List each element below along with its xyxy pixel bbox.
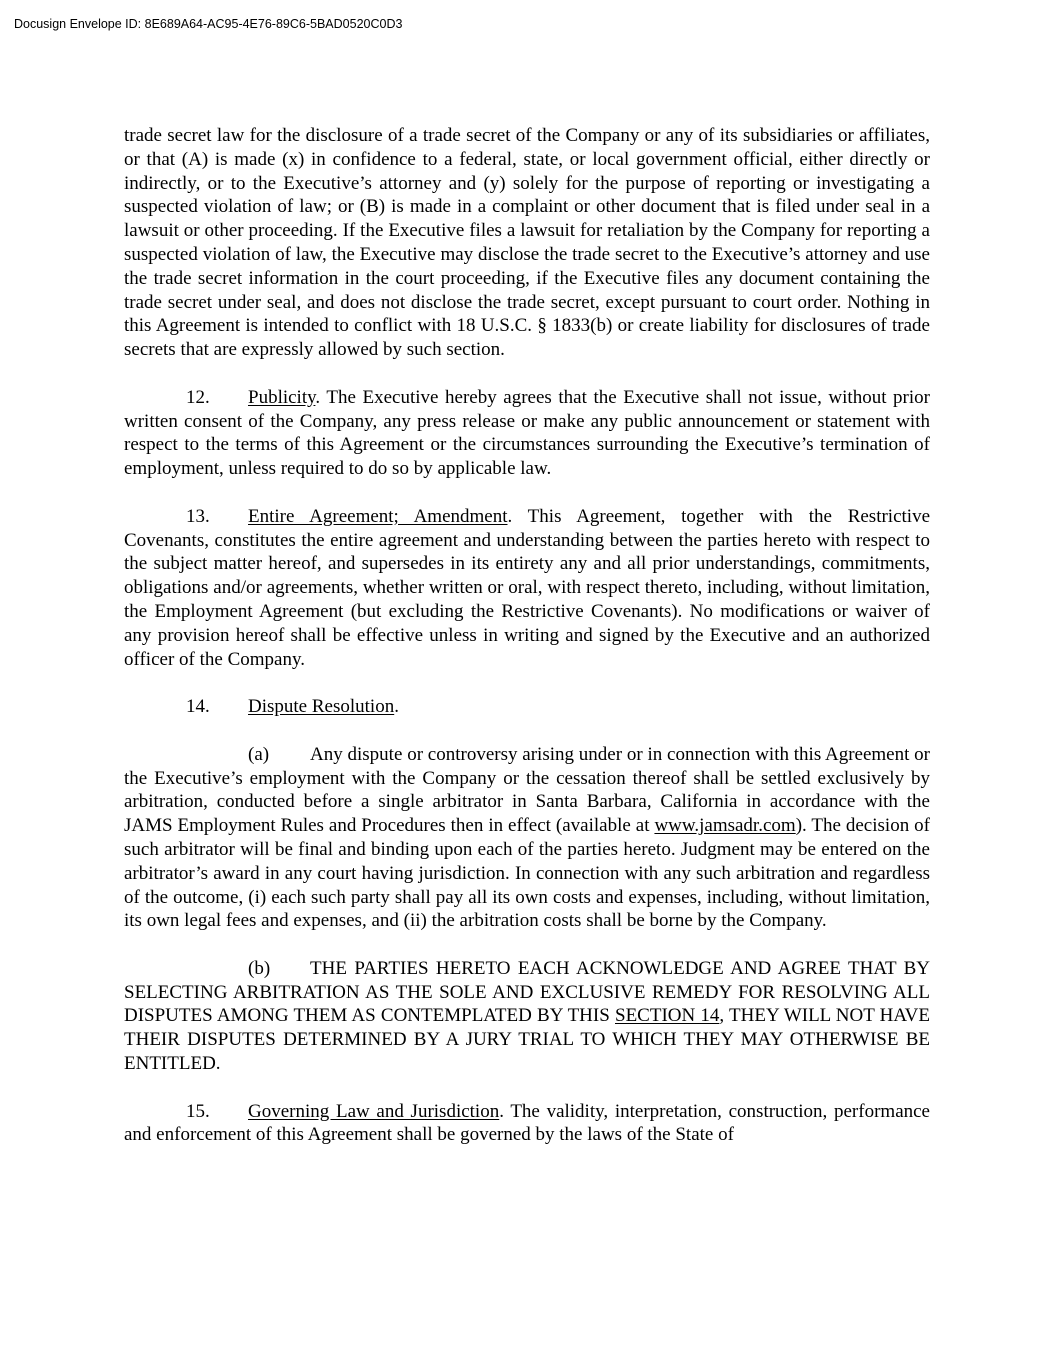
section-heading: Publicity <box>248 386 316 408</box>
document-page <box>124 124 930 1147</box>
section-heading-end: . <box>394 696 399 718</box>
subsection-label: (b) <box>248 957 271 979</box>
jamsadr-link[interactable]: www.jamsadr.com <box>654 815 796 837</box>
section-14-reference: SECTION 14 <box>615 1005 720 1027</box>
section-number: 12. <box>186 386 210 408</box>
subsection-text: THE PARTIES HERETO EACH ACKNOWLEDGE AND AGREE THAT BY SELECTING ARBITRATION AS THE SOLE AND EXCLUSIVE REMEDY FOR RESOLVING ALL DISPUTES AMONG THEM AS CONTEMPLATED BY THIS <box>124 957 930 1027</box>
section-14b-jury-waiver <box>124 957 930 1076</box>
section-14a-arbitration <box>124 743 930 933</box>
section-body: . The validity, interpretation, construction, performance and enforcement of this Agreement shall be governed by the laws of the State of <box>124 1100 930 1146</box>
subsection-label: (a) <box>248 743 270 765</box>
section-12-publicity <box>124 386 930 481</box>
docusign-envelope-id: Docusign Envelope ID: 8E689A64-AC95-4E76-89C6-5BAD0520C0D3 <box>14 17 403 31</box>
section-number: 14. <box>186 696 210 718</box>
section-heading: Governing Law and Jurisdiction <box>248 1100 500 1122</box>
section-number: 15. <box>186 1100 210 1122</box>
trade-secret-continuation-paragraph: trade secret law for the disclosure of a trade secret of the Company or any of its subsidiaries or affiliates, or that (A) is made (x) in confidence to a federal, state, or local government official, either directly or indirectly, or to the Executive’s attorney and (y) solely for the purpose of reporting or investigating a suspected violation of law; or (B) is made in a complaint or other document that is filed under seal in a lawsuit or other proceeding. If the Executive files a lawsuit for retaliation by the Company for reporting a suspected violation of law, the Executive may disclose the trade secret to the Executive’s attorney and use the trade secret information in the court proceeding, if the Executive files any document containing the trade secret under seal, and does not disclose the trade secret, except pursuant to court order. Nothing in this Agreement is intended to conflict with 18 U.S.C. § 1833(b) or create liability for disclosures of trade secrets that are expressly allowed by such section. <box>124 125 930 361</box>
subsection-text: Any dispute or controversy arising under or in connection with this Agreement or the Executive’s employment with the Company or the cessation thereof shall be settled exclusively by arbitration, conducted before a single arbitrator in Santa Barbara, California in accordance with the JAMS Employment Rules and Procedures then in effect (available at <box>124 743 930 837</box>
section-heading: Dispute Resolution <box>248 696 395 718</box>
section-13-entire-agreement <box>124 505 930 672</box>
section-14-dispute-resolution <box>124 695 930 719</box>
subsection-text-continued: ). The decision of such arbitrator will be final and binding upon each of the parties hereto. Judgment may be entered on the arbitrator’s award in any court having jurisdiction. In connection with any such arbitration and regardless of the outcome, (i) each such party shall pay all its own costs and expenses, including, without limitation, its own legal fees and expenses, and (ii) the arbitration costs shall be borne by the Company. <box>124 815 930 932</box>
section-body: . The Executive hereby agrees that the Executive shall not issue, without prior written consent of the Company, any press release or make any public announcement or statement with respect to the terms of this Agreement or the circumstances surrounding the Executive’s termination of employment, unless required to do so by applicable law. <box>124 386 930 480</box>
section-number: 13. <box>186 505 210 527</box>
section-body: . This Agreement, together with the Restrictive Covenants, constitutes the entire agreement and understanding between the parties hereto with respect to the subject matter hereof, and supersedes in its entirety any and all prior understandings, commitments, obligations and/or agreements, whether written or oral, with respect thereto, including, without limitation, the Employment Agreement (but excluding the Restrictive Covenants). No modifications or waiver of any provision hereof shall be effective unless in writing and signed by the Executive and an authorized officer of the Company. <box>124 505 931 670</box>
section-heading: Entire Agreement; Amendment <box>248 505 508 527</box>
subsection-text-continued: , THEY WILL NOT HAVE THEIR DISPUTES DETERMINED BY A JURY TRIAL TO WHICH THEY MAY OTHERWISE BE ENTITLED. <box>124 1005 930 1075</box>
section-15-governing-law <box>124 1100 930 1148</box>
